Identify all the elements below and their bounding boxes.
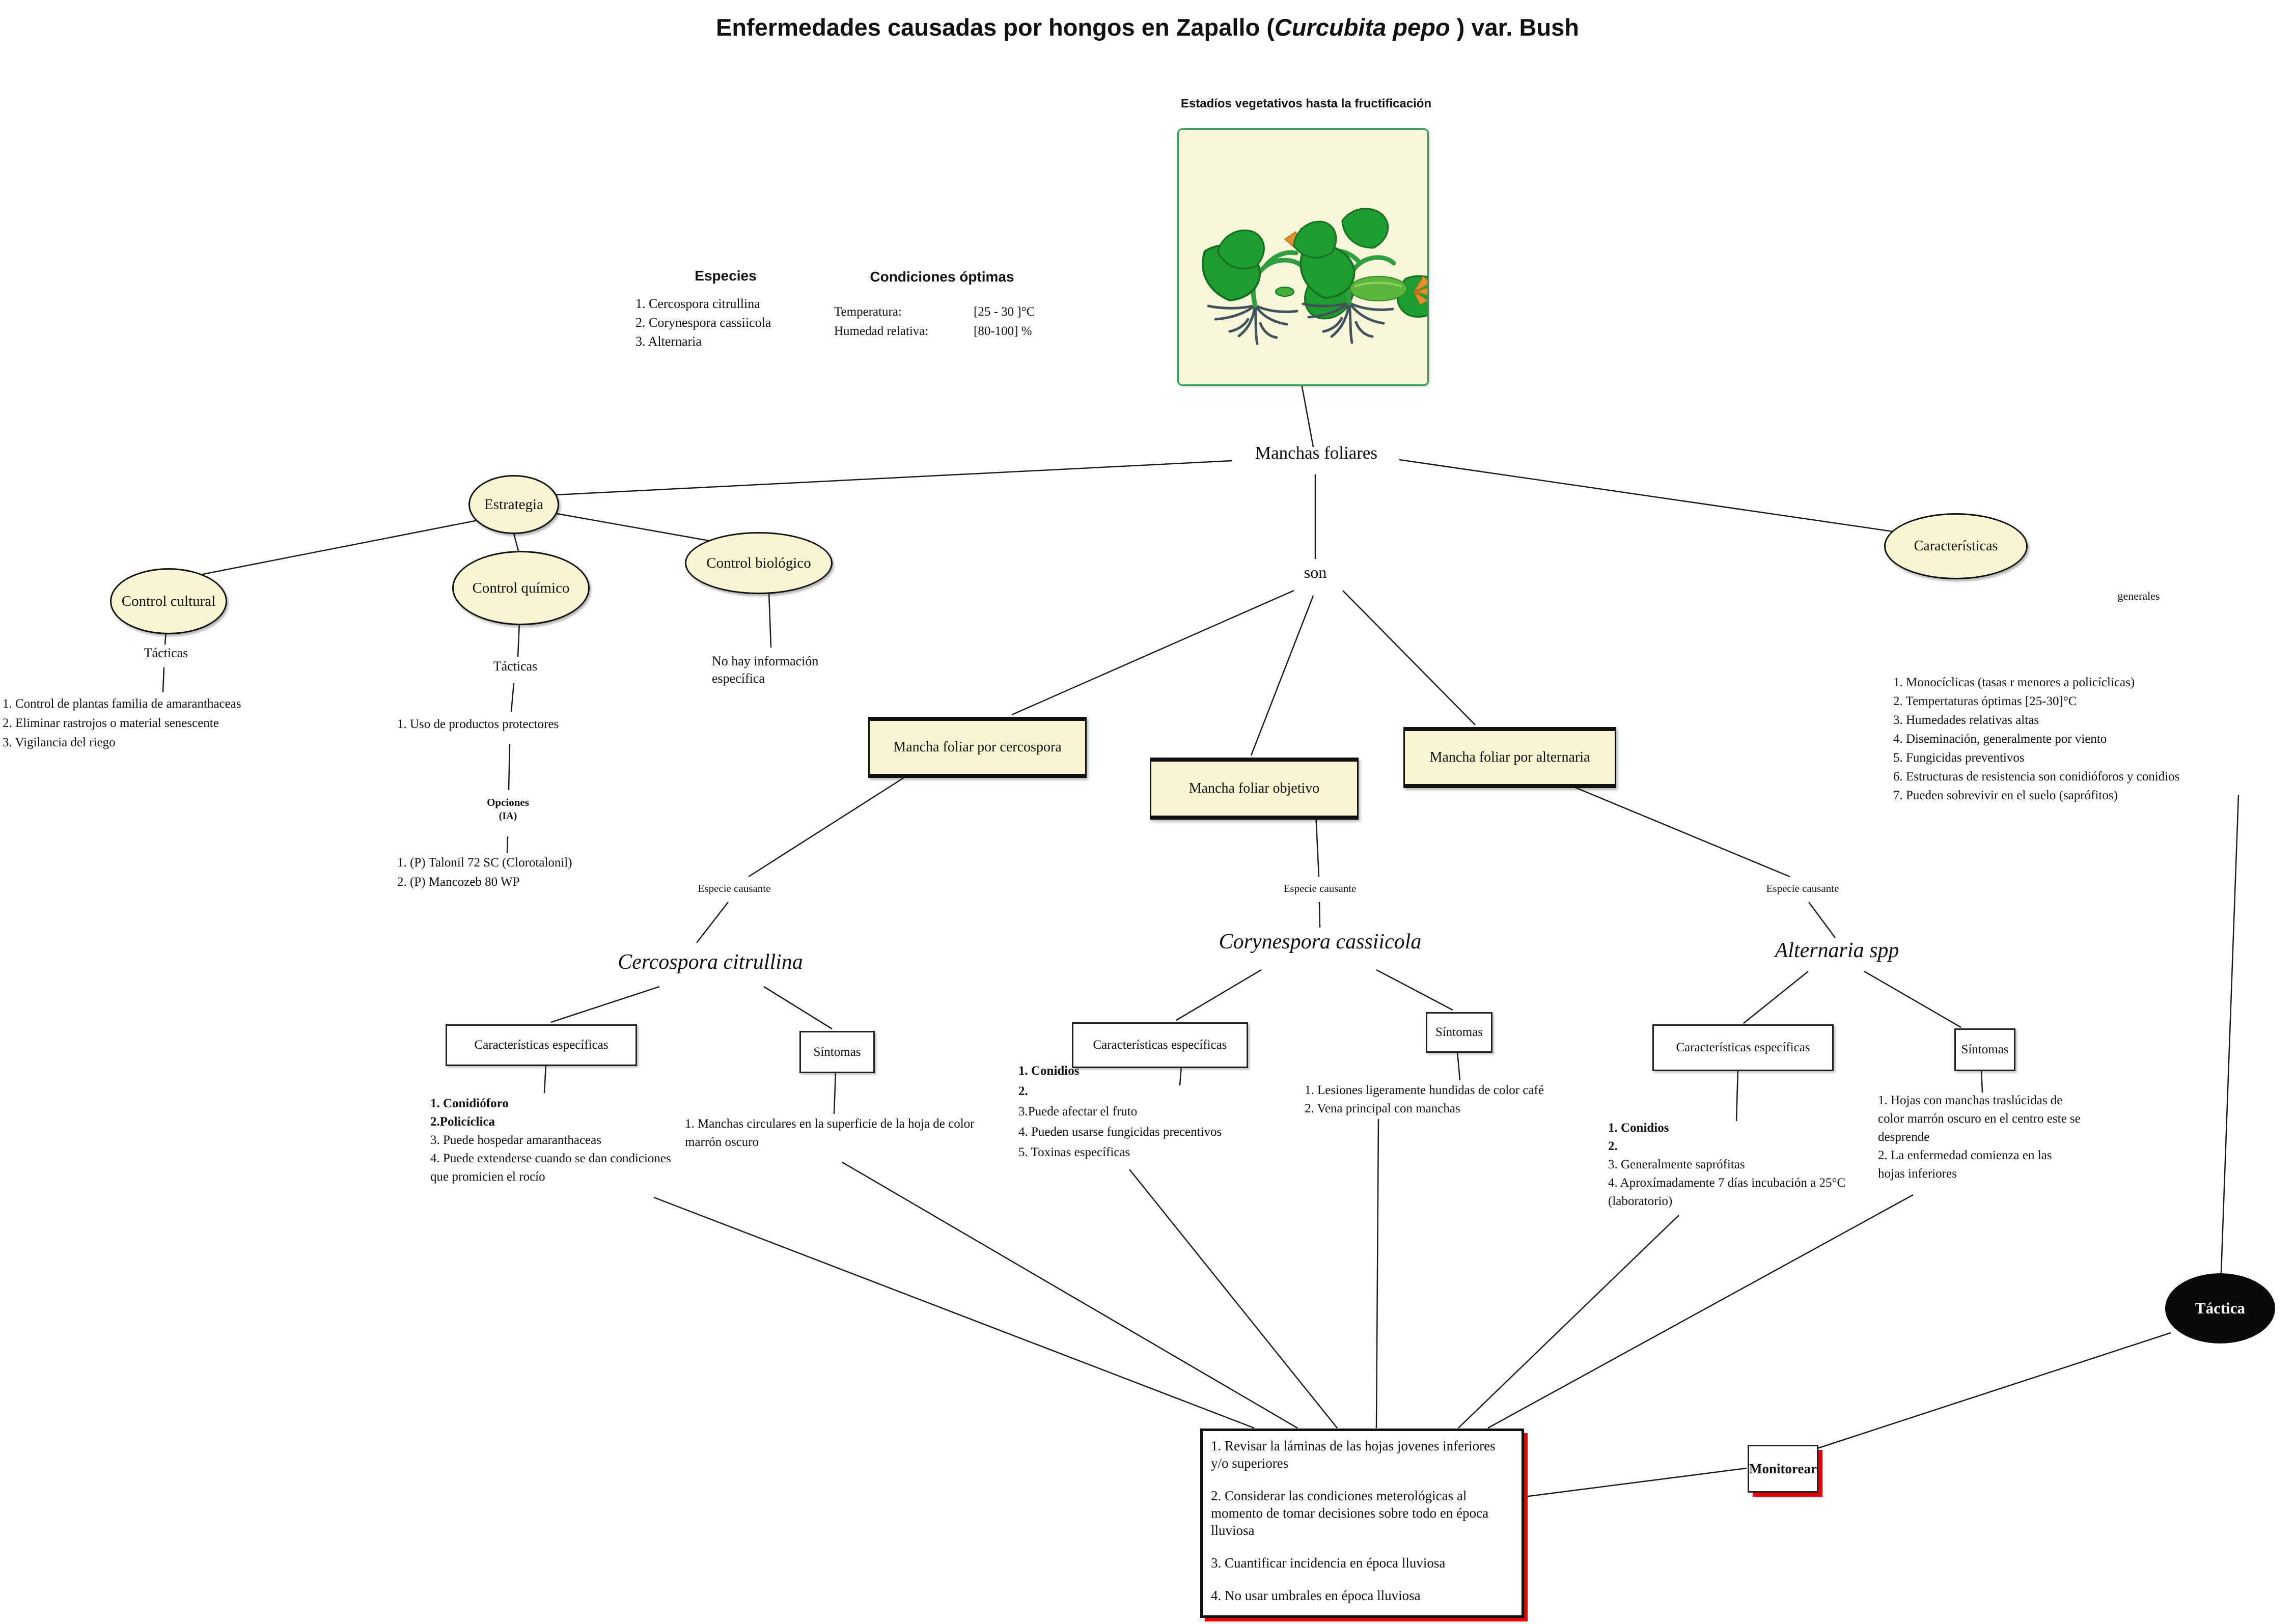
list-item: 5. Toxinas específicas: [1018, 1145, 1130, 1159]
title-prefix: Enfermedades causadas por hongos en Zapallo (: [716, 14, 1275, 41]
connector-line: [1981, 1069, 1982, 1093]
list-item: 2. (P) Mancozeb 80 WP: [397, 875, 520, 889]
list-item: 1. Cercospora citrullina: [635, 296, 760, 311]
connector-line: [1488, 1195, 1913, 1428]
node-corynespora-cassiicola[interactable]: Corynespora cassiicola: [1219, 930, 1422, 954]
link-especie-causante-alternaria[interactable]: Especie causante: [1766, 882, 1839, 894]
connector-line: [1302, 384, 1313, 447]
node-estrategia[interactable]: Estrategia: [468, 475, 559, 534]
connector-line: [1525, 1468, 1747, 1497]
link-ia[interactable]: (IA): [499, 810, 517, 822]
condicion-label: Temperatura:: [834, 305, 902, 319]
box-cercospora-sintomas[interactable]: Síntomas: [799, 1031, 875, 1073]
node-cercospora-citrullina[interactable]: Cercospora citrullina: [618, 950, 803, 974]
title-suffix: ) var. Bush: [1450, 14, 1579, 41]
connector-line: [203, 520, 478, 574]
connector-line: [1399, 460, 1907, 534]
list-item: 1. Uso de productos protectores: [397, 717, 559, 731]
cercospora-caracteristicas-list[interactable]: [430, 1095, 675, 1186]
connector-line: [764, 987, 832, 1029]
condicion-value: [80-100] %: [974, 324, 1032, 338]
list-item: 2.: [1608, 1139, 1618, 1153]
link-generales[interactable]: generales: [2117, 590, 2160, 602]
plan-item: 1. Revisar la láminas de las hojas jovenes inferiores y/o superiores: [1211, 1438, 1496, 1471]
node-mancha-foliar-cercospora[interactable]: Mancha foliar por cercospora: [868, 717, 1087, 778]
list-item: 2.: [1018, 1084, 1028, 1098]
list-item: 1. Conidióforo: [430, 1097, 509, 1110]
control-cultural-tactics[interactable]: [3, 694, 374, 752]
connector-line: [551, 987, 659, 1022]
connector-line: [1736, 1069, 1738, 1121]
list-item: 2.Policíclica: [430, 1115, 495, 1129]
connector-line: [1251, 596, 1313, 755]
corynespora-caracteristicas-list[interactable]: [1018, 1061, 1304, 1163]
opciones-ia-list[interactable]: [397, 853, 662, 892]
plan-item: 4. No usar umbrales en época lluviosa: [1211, 1588, 1421, 1603]
connector-line: [1458, 1215, 1679, 1428]
title-species-italic: Curcubita pepo: [1274, 14, 1450, 41]
list-item: 1. (P) Talonil 72 SC (Clorotalonil): [397, 856, 572, 870]
condiciones-row: [834, 322, 1099, 341]
link-tacticas-cultural[interactable]: Tácticas: [144, 646, 188, 660]
connector-line: [834, 1072, 836, 1114]
connector-line: [1012, 591, 1294, 715]
node-control-biologico[interactable]: Control biológico: [685, 532, 833, 594]
list-item: 4. Aproxímadamente 7 días incubación a 25°C (laboratorio): [1608, 1176, 1846, 1208]
connector-line: [1744, 971, 1808, 1023]
connector-line: [163, 667, 164, 692]
node-control-cultural[interactable]: Control cultural: [110, 568, 227, 634]
connector-line: [544, 1065, 546, 1093]
especies-list[interactable]: [635, 294, 860, 351]
list-item: 1. Lesiones ligeramente hundidas de color café: [1305, 1083, 1544, 1097]
list-item: 3.Puede afectar el fruto: [1018, 1105, 1138, 1118]
connector-line: [769, 592, 771, 648]
plan-item: 2. Considerar las condiciones meterológicas al momento de tomar decisiones sobre todo en época lluviosa: [1211, 1488, 1489, 1538]
node-manchas-foliares[interactable]: Manchas foliares: [1255, 443, 1378, 463]
list-item: 7. Pueden sobrevivir en el suelo (saprófitos): [1893, 789, 2118, 802]
link-especie-causante-cercospora[interactable]: Especie causante: [698, 882, 771, 894]
box-cercospora-caracteristicas[interactable]: Características específicas: [446, 1024, 637, 1066]
plant-stages-image: [1177, 128, 1429, 386]
node-caracteristicas[interactable]: Características: [1884, 513, 2028, 579]
list-item: 5. Fungicidas preventivos: [1893, 751, 2025, 765]
box-alternaria-sintomas[interactable]: Síntomas: [1954, 1028, 2015, 1071]
connector-line: [1319, 902, 1320, 928]
node-mancha-foliar-alternaria[interactable]: Mancha foliar por alternaria: [1403, 727, 1616, 788]
list-item: 6. Estructuras de resistencia son conidióforos y conidios: [1893, 770, 2180, 783]
node-no-info[interactable]: No hay información específica: [712, 654, 819, 686]
list-item: 1. Conidios: [1608, 1121, 1669, 1135]
connector-line: [697, 902, 728, 943]
list-item: 2. Corynespora cassiicola: [635, 315, 771, 330]
box-corynespora-caracteristicas[interactable]: Características específicas: [1072, 1022, 1248, 1068]
connector-line: [554, 513, 709, 541]
alternaria-sintomas-list[interactable]: [1878, 1091, 2082, 1183]
connector-line: [513, 531, 518, 551]
list-item: 4. Puede extenderse cuando se dan condiciones que promicien el rocío: [430, 1152, 671, 1184]
list-item: 3. Puede hospedar amaranthaceas: [430, 1133, 601, 1147]
condiciones-row: [834, 302, 1099, 322]
box-corynespora-sintomas[interactable]: Síntomas: [1426, 1012, 1492, 1053]
link-son[interactable]: son: [1304, 563, 1327, 581]
connector-line: [842, 1162, 1297, 1428]
connector-line: [1561, 781, 1790, 877]
node-monitorear[interactable]: Monitorear: [1748, 1445, 1818, 1493]
list-item: 4. Pueden usarse fungicidas precentivos: [1018, 1125, 1222, 1139]
connector-line: [654, 1197, 1254, 1428]
list-item: 3. Humedades relativas altas: [1893, 713, 2039, 727]
monitoring-plan-box[interactable]: [1200, 1429, 1524, 1618]
plant-right: [1289, 205, 1427, 343]
connector-line: [749, 771, 914, 877]
connector-line: [1816, 1333, 2171, 1449]
link-especie-causante-corynespora[interactable]: Especie causante: [1283, 882, 1357, 894]
condiciones-table[interactable]: [834, 302, 1099, 341]
connector-line: [1129, 1169, 1337, 1428]
connector-line: [1376, 1119, 1378, 1428]
control-quimico-tactics[interactable]: [397, 715, 662, 734]
list-item: 3. Vigilancia del riego: [3, 736, 116, 749]
box-alternaria-caracteristicas[interactable]: Características específicas: [1652, 1024, 1834, 1071]
node-tactica[interactable]: Táctica: [2165, 1273, 2275, 1343]
connector-line: [1376, 970, 1453, 1010]
plan-item: 3. Cuantificar incidencia en época lluviosa: [1211, 1555, 1446, 1571]
corynespora-sintomas-list[interactable]: [1305, 1081, 1641, 1118]
connector-line: [1864, 971, 1961, 1027]
connector-line: [1316, 813, 1319, 877]
node-mancha-foliar-objetivo[interactable]: Mancha foliar objetivo: [1150, 758, 1359, 820]
alternaria-caracteristicas-list[interactable]: [1608, 1119, 1906, 1211]
list-item: 1. Conidios: [1018, 1064, 1080, 1078]
stage-label: Estadíos vegetativos hasta la fructificación: [1180, 97, 1432, 110]
node-alternaria-spp[interactable]: Alternaria spp: [1775, 939, 1899, 962]
list-item: 2. Eliminar rastrojos o material senescente: [3, 716, 219, 730]
list-item: 3. Alternaria: [635, 334, 702, 349]
connector-line: [509, 744, 510, 790]
list-item: 1. Control de plantas familia de amaranthaceas: [3, 697, 241, 711]
connector-line: [556, 461, 1232, 495]
especies-heading: Especies: [695, 268, 757, 284]
condicion-value: [25 - 30 ]°C: [974, 305, 1035, 319]
page-title: [0, 13, 2295, 41]
connector-line: [1457, 1051, 1460, 1080]
connector-line: [1176, 970, 1261, 1020]
cercospora-sintomas-list[interactable]: [685, 1115, 1011, 1152]
list-item: 1. Monocíclicas (tasas r menores a policíclicas): [1893, 676, 2135, 689]
condiciones-heading: Condiciones óptimas: [870, 269, 1014, 285]
condicion-label: Humedad relativa:: [834, 324, 929, 338]
node-control-quimico[interactable]: Control químico: [452, 551, 590, 625]
connector-line: [511, 683, 514, 712]
list-item: 2. Tempertaturas óptimas [25-30]°C: [1893, 694, 2077, 708]
link-tacticas-quimico[interactable]: Tácticas: [493, 659, 538, 674]
list-item: 4. Diseminación, generalmente por viento: [1893, 732, 2107, 746]
list-item: 3. Generalmente saprófitas: [1608, 1158, 1745, 1171]
plant-illustration: [1179, 130, 1427, 384]
list-item: 1. Manchas circulares en la superficie de la hoja de color marrón oscuro: [685, 1117, 975, 1149]
list-item: 2. La enfermedad comienza en las hojas inferiores: [1878, 1149, 2052, 1181]
connector-line: [2221, 795, 2238, 1273]
list-item: 2. Vena principal con manchas: [1305, 1102, 1460, 1115]
connector-line: [518, 623, 519, 657]
connector-line: [1343, 591, 1475, 725]
connector-line: [507, 836, 508, 853]
caracteristicas-generales-list[interactable]: [1893, 673, 2295, 805]
list-item: 1. Hojas con manchas traslúcidas de color marrón oscuro en el centro este se desprende: [1878, 1094, 2081, 1144]
connector-line: [1809, 902, 1835, 938]
link-opciones[interactable]: Opciones: [487, 796, 529, 808]
